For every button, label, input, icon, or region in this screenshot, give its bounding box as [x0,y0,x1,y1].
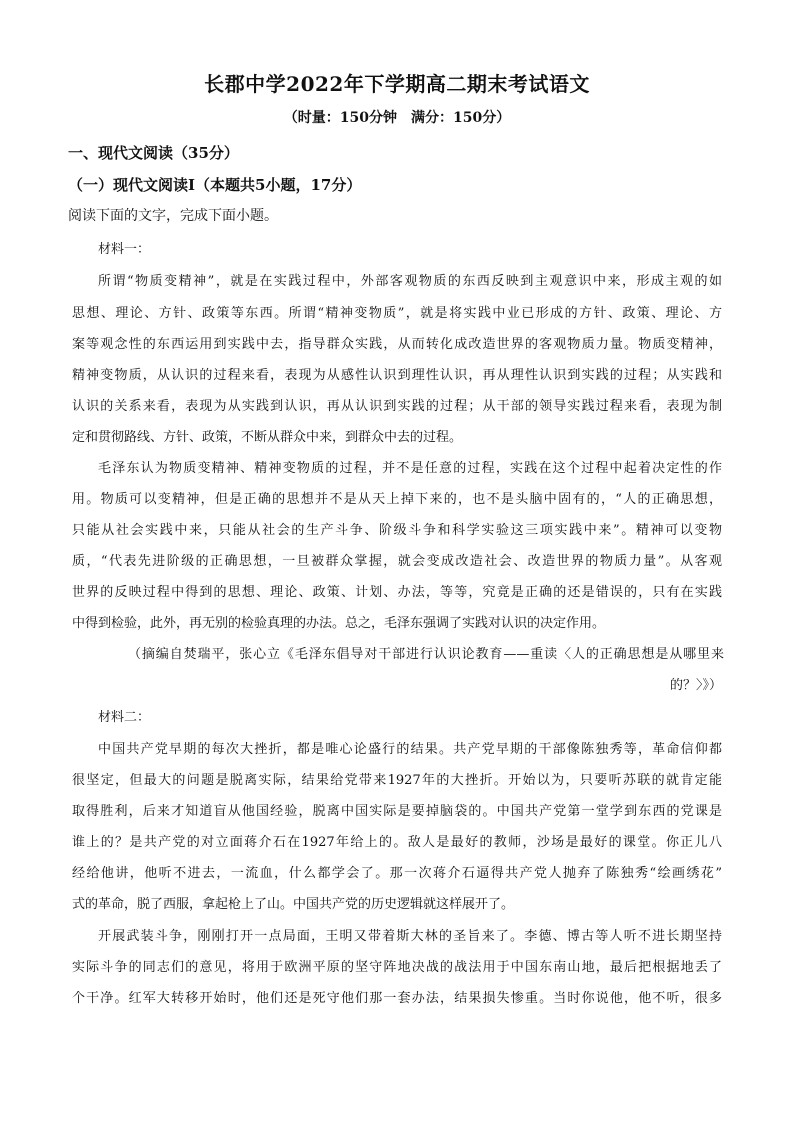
material-1-para-1-line: 精神变物质，从认识的过程来看，表现为从感性认识到理性认识，再从理性认识到实践的过程；从实践和 [72,368,722,383]
subsection-heading: （一）现代文阅读Ⅰ（本题共5小题，17分） [68,176,362,194]
material-2-para-1-line: 很坚定，但最大的问题是脱离实际，结果给党带来1927年的大挫折。开始以为，只要听苏联的就肯定能 [72,773,722,788]
material-2-para-2-line: 实际斗争的同志们的意见，将用于欧洲平原的坚守阵地决战的战法用于中国东南山地，最后把根据地丢了 [72,960,722,975]
material-2-label: 材料二： [98,710,151,725]
material-1-para-2-line: 毛泽东认为物质变精神、精神变物质的过程，并不是任意的过程，实践在这个过程中起着决定性的作 [98,461,722,476]
material-1-para-1-line: 所谓“物质变精神”，就是在实践过程中，外部客观物质的东西反映到主观意识中来，形成主观的如 [98,274,722,289]
material-1-source-end: 的？〉》） [669,678,722,693]
material-2-para-1-line: 取得胜利，后来才知道盲从他国经验，脱离中国实际是要掉脑袋的。中国共产党第一堂学到东西的党课是 [72,804,722,819]
material-1-para-2-line: 世界的反映过程中得到的思想、理论、政策、计划、办法，等等，究竟是正确的还是错误的，只有在实践 [72,585,722,600]
material-2-para-1-line: 式的革命，脱了西服，拿起枪上了山。中国共产党的历史逻辑就这样展开了。 [72,897,515,912]
material-2-para-1-line: 中国共产党早期的每次大挫折，都是唯心论盛行的结果。共产党早期的干部像陈独秀等，革命信仰都 [98,742,722,757]
material-1-source: （摘编自焚瑞平，张心立《毛泽东倡导对干部进行认识论教育——重读〈人的正确思想是从哪里来 [128,647,724,662]
material-2-para-2-line: 开展武装斗争，刚刚打开一点局面，王明又带着斯大林的圣旨来了。李德、博古等人听不进长期坚持 [98,929,722,944]
exam-subtitle: （时量：150分钟 满分：150分） [283,110,511,126]
section-heading: 一、现代文阅读（35分） [68,144,239,162]
material-1-label: 材料一： [98,242,151,257]
material-1-para-2-line: 质，“代表先进阶级的正确思想，一旦被群众掌握，就会变成改造社会、改造世界的物质力量”。从客观 [72,554,722,569]
material-1-para-1-line: 案等观念性的东西运用到实践中去，指导群众实践，从而转化成改造世界的客观物质力量。物质变精神， [72,337,722,352]
material-1-para-1-line: 定和贯彻路线、方针、政策，不断从群众中来，到群众中去的过程。 [72,430,463,445]
material-2-para-1-line: 谁上的？是共产党的对立面蒋介石在1927年给上的。敌人是最好的教师，沙场是最好的课堂。你正儿八 [72,835,722,850]
material-2-para-1-line: 经给他讲，他听不进去，一流血，什么都学会了。那一次蒋介石逼得共产党人抛弃了陈独秀“绘画绣花” [72,866,722,881]
material-1-para-1-line: 思想、理论、方针、政策等东西。所谓“精神变物质”，就是将实践中业已形成的方针、政策、理论、方 [72,306,722,321]
reading-instruction: 阅读下面的文字，完成下面小题。 [68,208,278,224]
material-1-para-2-line: 只能从社会实践中来，只能从社会的生产斗争、阶级斗争和科学实验这三项实践中来”。精神可以变物 [72,523,722,538]
material-2-para-2-line: 个干净。红军大转移开始时，他们还是死守他们那一套办法，结果损失惨重。当时你说他，他不听，很多 [72,991,722,1006]
material-1-para-1-line: 认识的关系来看，表现为从实践到认识，再从认识到实践的过程；从干部的领导实践过程来看，表现为制 [72,399,722,414]
exam-title: 长郡中学2022年下学期高二期末考试语文 [204,72,590,96]
material-1-para-2-line: 中得到检验，此外，再无别的检验真理的办法。总之，毛泽东强调了实践对认识的决定作用。 [72,616,606,631]
material-1-para-2-line: 用。物质可以变精神，但是正确的思想并不是从天上掉下来的，也不是头脑中固有的，“人的正确思想， [72,492,722,507]
